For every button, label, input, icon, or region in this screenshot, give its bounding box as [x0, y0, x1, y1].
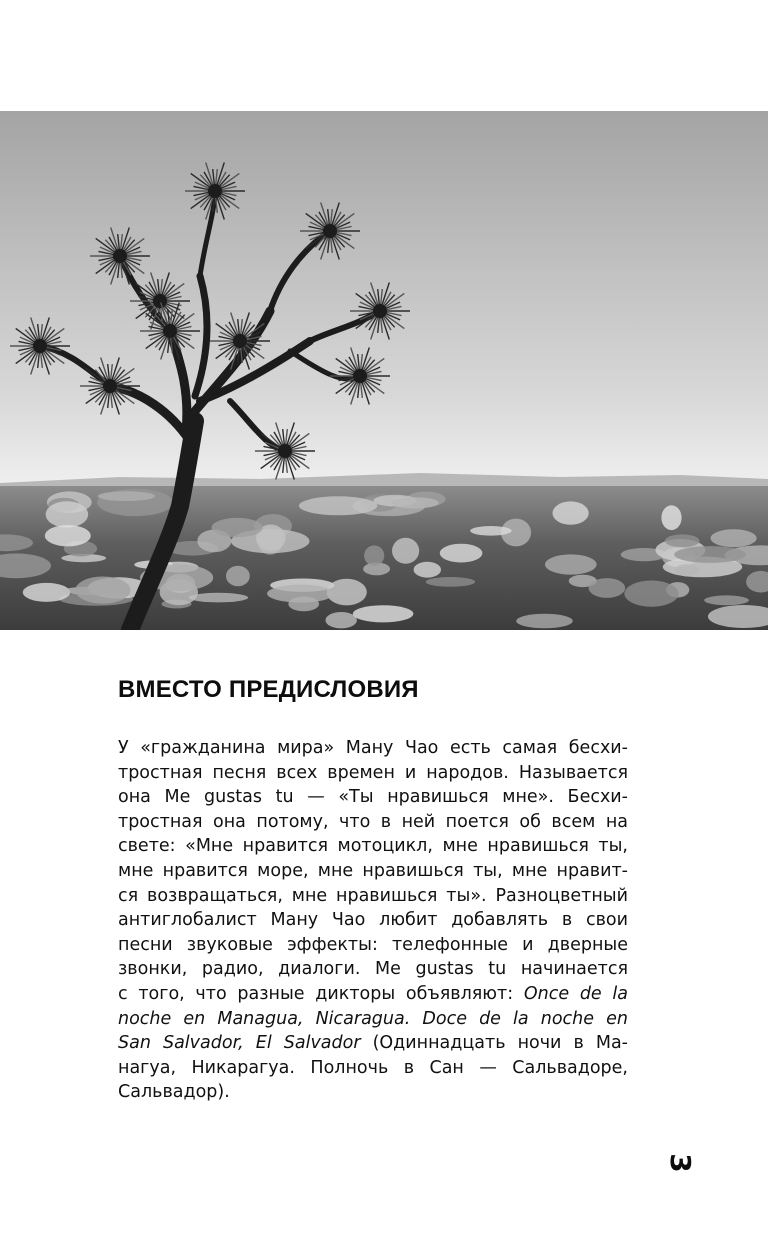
text-run: Сальвадор).: [118, 1082, 230, 1103]
text-run: У «гражданина мира» Ману Чао есть самая бесхи-: [118, 738, 628, 758]
shrub: [392, 538, 419, 564]
text-line: [118, 785, 628, 810]
text-run: песни звуковые эффекты: телефонные и дверные: [118, 934, 628, 955]
text-line: [118, 1056, 628, 1081]
body-paragraph: [118, 736, 628, 1105]
text-run: звонки, радио, диалоги. Me gustas tu начинается: [118, 959, 628, 980]
text-run: тростная песня всех времен и народов. Называется: [118, 762, 628, 783]
shrub: [226, 566, 250, 587]
italic-text: noche en Managua, Nicaragua. Doce de la noche en: [118, 1008, 628, 1029]
text-run: она Me gustas tu — «Ты нравишься мне». Бесхи-: [118, 787, 628, 808]
text-line: [118, 982, 628, 1007]
text-line: [118, 1007, 628, 1032]
text-line: [118, 736, 628, 761]
italic-text: San Salvador, El Salvador: [118, 1033, 361, 1054]
shrub: [426, 577, 475, 587]
shrub: [545, 554, 597, 574]
shrub: [288, 597, 319, 612]
shrub: [704, 595, 749, 605]
shrub: [414, 562, 441, 578]
shrub: [391, 497, 439, 508]
shrub: [674, 546, 746, 563]
shrub: [440, 544, 483, 563]
text-run: с того, что разные дикторы объявляют:: [118, 983, 524, 1004]
text-line: [118, 834, 628, 859]
shrub: [23, 583, 70, 602]
text-run: антиглобалист Ману Чао любит добавлять в свои: [118, 910, 628, 931]
section-heading: ВМЕСТО ПРЕДИСЛОВИЯ: [118, 676, 419, 703]
shrub: [553, 501, 589, 524]
text-line: [118, 859, 628, 884]
shrub: [661, 505, 681, 530]
shrub: [665, 534, 700, 547]
text-line: [118, 761, 628, 786]
shrub: [46, 501, 89, 527]
text-line: [118, 1031, 628, 1056]
shrub: [470, 526, 512, 536]
shrub: [75, 577, 130, 604]
shrub: [45, 525, 91, 546]
shrub: [711, 529, 757, 547]
shrub: [589, 578, 626, 598]
shrub: [299, 496, 377, 515]
shrub: [674, 564, 699, 575]
text-line: [118, 810, 628, 835]
shrub: [516, 614, 573, 629]
shrub: [98, 491, 155, 501]
joshua-tree-photo: [0, 111, 768, 630]
shrub: [212, 518, 263, 537]
text-run: свете: «Мне нравится мотоцикл, мне нравишься ты,: [118, 836, 628, 857]
text-run: (Одиннадцать ночи в Ма-: [360, 1033, 628, 1054]
text-run: тростная она потому, что в ней поется об всем на: [118, 811, 628, 832]
shrub: [624, 581, 678, 607]
text-run: ся возвращаться, мне нравишься ты». Разноцветный: [118, 885, 628, 906]
text-line: [118, 933, 628, 958]
text-line: [118, 957, 628, 982]
text-line: [118, 1080, 628, 1105]
shrub: [326, 612, 357, 628]
italic-text: Once de la: [523, 983, 629, 1004]
text-line: [118, 908, 628, 933]
page-number: 3: [664, 1153, 697, 1173]
text-line: [118, 884, 628, 909]
text-run: мне нравится море, мне нравишься ты, мне нравит-: [118, 860, 628, 881]
shrub: [364, 545, 384, 565]
text-run: нагуа, Никарагуа. Полночь в Сан — Сальвадоре,: [118, 1057, 628, 1078]
shrub: [353, 605, 414, 622]
